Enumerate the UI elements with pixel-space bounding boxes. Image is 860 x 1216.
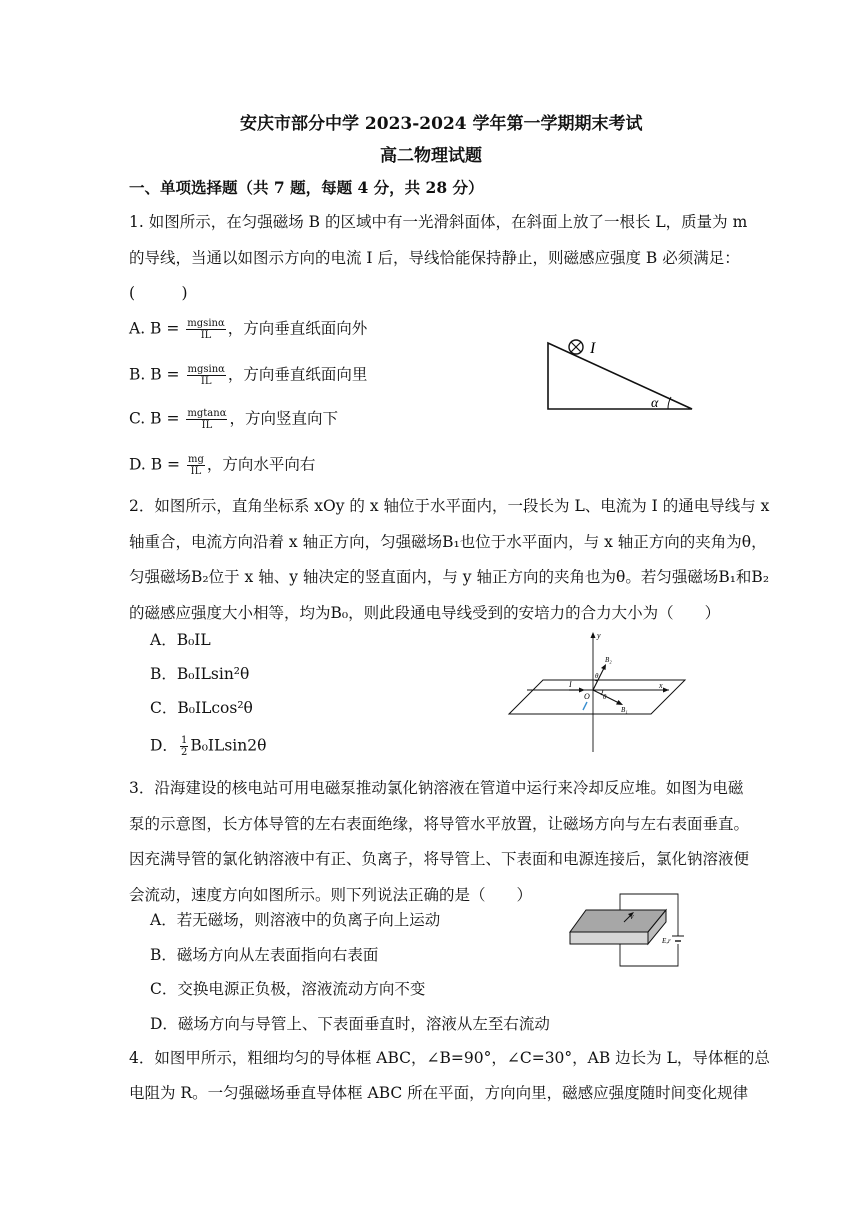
q2-d-den: 2 — [180, 747, 188, 758]
q1-a-den: IL — [200, 330, 212, 341]
q2-option-a: A．B₀IL — [150, 631, 211, 649]
q1-option-a — [129, 318, 367, 341]
q2-d-prefix: D． — [150, 736, 178, 755]
q2-option-d — [150, 735, 266, 758]
q2-line4: 的磁感应强度大小相等，均为B₀，则此段通电导线受到的安培力的合力大小为（ ） — [129, 604, 721, 622]
q2-fig-theta2-label: θ — [595, 672, 599, 680]
q3-line3: 因充满导管的氯化钠溶液中有正、负离子，将导管上、下表面和电源连接后，氯化钠溶液便 — [129, 850, 750, 868]
q1-fig-angle-label: α — [651, 396, 659, 411]
q1-c-suffix: ，方向竖直向下 — [229, 409, 338, 428]
q4-line2: 电阻为 R。一匀强磁场垂直导体框 ABC 所在平面，方向向里，磁感应强度随时间变化规律 — [129, 1084, 749, 1102]
q2-option-c: C．B₀ILcos²θ — [150, 699, 253, 717]
q1-b-suffix: ，方向垂直纸面向里 — [227, 365, 368, 384]
q3-pump-figure — [566, 888, 686, 970]
q1-a-prefix: A. B = — [129, 319, 180, 338]
q1-b-den: IL — [200, 376, 212, 387]
q1-d-den: IL — [190, 466, 202, 477]
q2-d-num: 1 — [180, 735, 188, 746]
section-heading: 一、单项选择题（共 7 题，每题 4 分，共 28 分） — [129, 178, 484, 197]
q1-d-fraction — [187, 454, 205, 477]
q1-option-d — [129, 454, 315, 477]
q1-line3: ( ) — [129, 284, 188, 302]
q1-c-num: mgtanα — [187, 408, 227, 419]
q2-fig-x-label: x — [659, 681, 663, 690]
q3-fig-v-label: v — [630, 912, 634, 921]
pipe-front-face — [570, 932, 648, 944]
q1-c-prefix: C. B = — [129, 409, 180, 428]
q4-line1: 4．如图甲所示，粗细均匀的导体框 ABC，∠B=90°，∠C=30°，AB 边长为 L，导体框的总 — [129, 1049, 770, 1067]
q2-line1: 2．如图所示，直角坐标系 xOy 的 x 轴位于水平面内，一段长为 L、电流为 I 的通电导线与 x — [129, 497, 770, 515]
q1-c-den: IL — [201, 420, 213, 431]
q1-c-fraction — [186, 408, 227, 431]
q2-option-b: B．B₀ILsin²θ — [150, 665, 250, 683]
q1-line1: 1. 如图所示，在匀强磁场 B 的区域中有一光滑斜面体，在斜面上放了一根长 L，质量为 m — [129, 213, 748, 231]
q2-fig-theta1-label: θ — [603, 693, 607, 701]
exam-subtitle: 高二物理试题 — [380, 146, 482, 166]
q3-line1: 3．沿海建设的核电站可用电磁泵推动氯化钠溶液在管道中运行来冷却反应堆。如图为电磁 — [129, 779, 744, 797]
q1-a-suffix: ，方向垂直纸面向外 — [227, 319, 368, 338]
exam-title: 安庆市部分中学 2023-2024 学年第一学期期末考试 — [240, 114, 643, 134]
q3-line4: 会流动，速度方向如图所示。则下列说法正确的是（ ） — [129, 886, 533, 904]
q2-d-fraction — [180, 735, 188, 758]
q1-b-prefix: B. B = — [129, 365, 180, 384]
q2-fig-o-label: O — [584, 692, 590, 701]
q1-d-prefix: D. B = — [129, 455, 181, 474]
q1-line2: 的导线，当通以如图示方向的电流 I 后，导线恰能保持静止，则磁感应强度 B 必须满足： — [129, 249, 740, 267]
q2-fig-b2-label: B₂ — [605, 656, 612, 664]
q2-line3: 匀强磁场B₂位于 x 轴、y 轴决定的竖直面内，与 y 轴正方向的夹角也为θ。若匀强磁场B₁和B₂ — [129, 568, 770, 586]
q3-option-c: C．交换电源正负极，溶液流动方向不变 — [150, 980, 426, 998]
q2-coordinate-figure — [505, 628, 690, 756]
q3-option-b: B．磁场方向从左表面指向右表面 — [150, 946, 379, 964]
q1-d-num: mg — [187, 454, 204, 465]
q1-incline-figure — [540, 335, 700, 415]
q3-option-a: A．若无磁场，则溶液中的负离子向上运动 — [150, 911, 441, 929]
q1-option-c — [129, 408, 338, 431]
q2-line2: 轴重合，电流方向沿着 x 轴正方向，匀强磁场B₁也位于水平面内，与 x 轴正方向的夹角为θ， — [129, 533, 767, 551]
q2-fig-b1-label: B₁ — [621, 706, 628, 714]
q1-fig-current-label: I — [590, 340, 596, 357]
q3-option-d: D．磁场方向与导管上、下表面垂直时，溶液从左至右流动 — [150, 1015, 550, 1033]
q2-d-rest: B₀ILsin2θ — [190, 736, 267, 755]
q1-a-num: mgsinα — [187, 318, 225, 329]
q1-b-num: mgsinα — [187, 364, 225, 375]
blue-tick-mark — [583, 702, 587, 710]
q1-option-b — [129, 364, 367, 387]
q1-a-fraction — [186, 318, 225, 341]
q2-fig-i-label: I — [569, 680, 572, 689]
b1-arrow — [593, 690, 621, 704]
q1-d-suffix: ，方向水平向右 — [206, 455, 316, 474]
q1-b-fraction — [187, 364, 226, 387]
q2-fig-y-label: y — [597, 631, 601, 640]
q3-fig-er-label: E,r — [662, 937, 671, 945]
q3-line2: 泵的示意图，长方体导管的左右表面绝缘，将导管水平放置，让磁场方向与左右表面垂直。 — [129, 815, 750, 833]
